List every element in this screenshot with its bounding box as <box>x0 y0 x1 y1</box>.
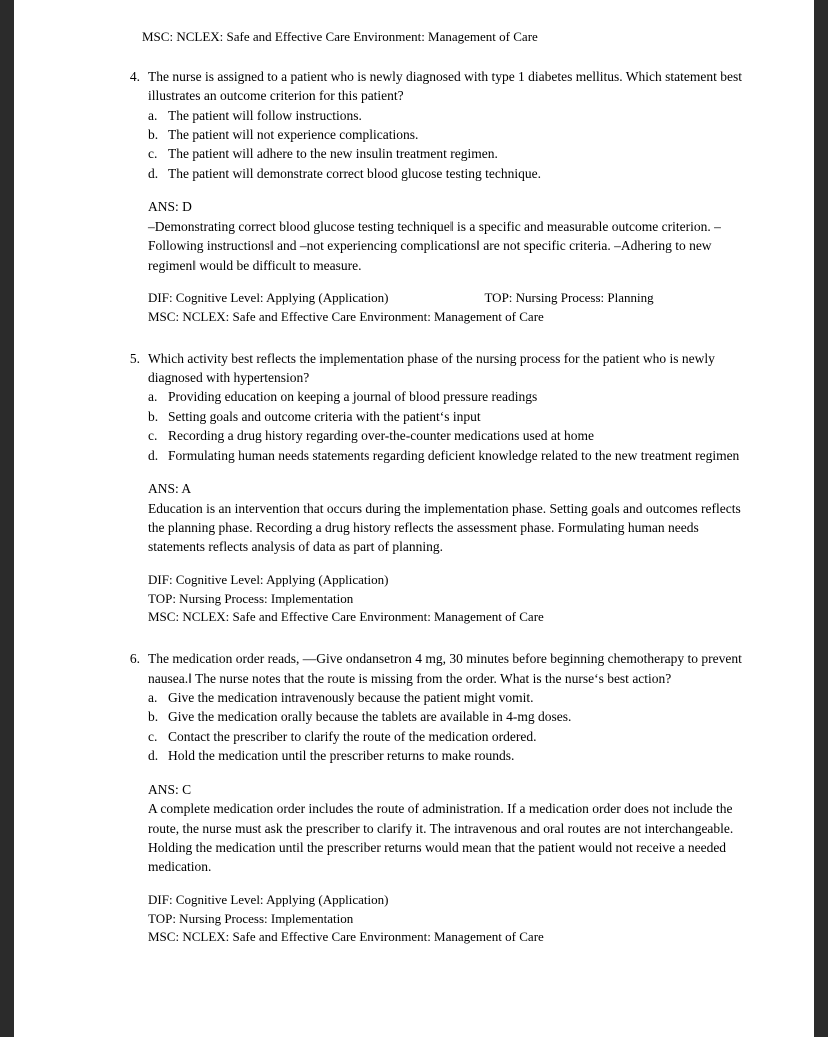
choice-letter: c. <box>148 146 158 162</box>
meta-row-dif <box>148 891 754 910</box>
choice-letter: c. <box>148 728 158 744</box>
choice-text: The patient will demonstrate correct blood glucose testing technique. <box>168 165 542 181</box>
answer-line: ANS: A <box>148 481 192 497</box>
choice-list <box>148 387 754 465</box>
question-heading <box>114 349 754 388</box>
list-item <box>148 164 754 183</box>
question-block <box>114 649 754 947</box>
question-stem: Which activity best reflects the implementation phase of the nursing process for the patient who is newly diagnosed with hypertension? <box>148 350 715 385</box>
meta-row-msc <box>148 928 754 947</box>
list-item <box>148 407 754 426</box>
question-number: 4. <box>129 68 140 84</box>
choice-letter: a. <box>148 689 158 705</box>
choice-list <box>148 106 754 184</box>
list-item <box>148 125 754 144</box>
choice-text: Recording a drug history regarding over-the-counter medications used at home <box>168 428 594 444</box>
question-metadata <box>148 571 754 627</box>
meta-row-msc <box>148 308 754 327</box>
dif-line: DIF: Cognitive Level: Applying (Application) <box>148 571 389 587</box>
question-stem: The medication order reads, ―Give ondansetron 4 mg, 30 minutes before beginning chemotherapy to prevent nausea.‖ The nurse notes that the route is missing from the order. What is the nurse‘s best action? <box>148 651 742 686</box>
choice-list <box>148 688 754 766</box>
msc-line: MSC: NCLEX: Safe and Effective Care Environment: Management of Care <box>148 308 544 324</box>
choice-letter: a. <box>148 107 158 123</box>
choice-text: The patient will follow instructions. <box>168 107 362 123</box>
question-number: 5. <box>129 350 140 366</box>
choice-letter: d. <box>148 748 159 764</box>
choice-letter: b. <box>148 408 159 424</box>
choice-text: Setting goals and outcome criteria with the patient‘s input <box>168 408 481 424</box>
choice-text: Contact the prescriber to clarify the route of the medication ordered. <box>168 728 537 744</box>
meta-row-top <box>148 590 754 609</box>
list-item <box>148 387 754 406</box>
document-page <box>14 0 814 1037</box>
choice-text: Formulating human needs statements regarding deficient knowledge related to the new treatment regimen <box>168 447 740 463</box>
rationale-text: Education is an intervention that occurs during the implementation phase. Setting goals and outcomes reflects the planning phase. Recording a drug history reflects the assessment phase. Formulating human needs statements reflects analysis of data as part of planning. <box>148 500 741 555</box>
choice-letter: c. <box>148 428 158 444</box>
choice-letter: a. <box>148 389 158 405</box>
top-line: TOP: Nursing Process: Implementation <box>148 910 354 926</box>
question-block <box>114 349 754 628</box>
choice-text: Hold the medication until the prescriber returns to make rounds. <box>168 748 515 764</box>
page-content <box>114 28 754 969</box>
list-item <box>148 707 754 726</box>
choice-text: Providing education on keeping a journal of blood pressure readings <box>168 389 538 405</box>
meta-row-dif-top <box>148 289 754 308</box>
question-metadata <box>148 289 754 326</box>
meta-row-msc <box>148 608 754 627</box>
meta-row-top <box>148 910 754 929</box>
question-heading <box>114 67 754 106</box>
choice-text: Give the medication orally because the tablets are available in 4-mg doses. <box>168 709 572 725</box>
rationale-text: –Demonstrating correct blood glucose testing technique‖ is a specific and measurable outcome criterion. –Following instructions‖ and –not experiencing complications‖ are not specific criteria. –Adhering to new regimen‖ would be difficult to measure. <box>148 218 721 273</box>
top-line: TOP: Nursing Process: Planning <box>484 290 654 306</box>
top-msc-line: MSC: NCLEX: Safe and Effective Care Environment: Management of Care <box>142 29 538 44</box>
question-metadata <box>148 891 754 947</box>
choice-text: Give the medication intravenously because the patient might vomit. <box>168 689 534 705</box>
msc-line: MSC: NCLEX: Safe and Effective Care Environment: Management of Care <box>148 609 544 625</box>
list-item <box>148 746 754 765</box>
meta-row-dif <box>148 571 754 590</box>
msc-line: MSC: NCLEX: Safe and Effective Care Environment: Management of Care <box>148 929 544 945</box>
list-item <box>148 688 754 707</box>
list-item <box>148 446 754 465</box>
choice-letter: b. <box>148 709 159 725</box>
top-line: TOP: Nursing Process: Implementation <box>148 590 354 606</box>
answer-line: ANS: C <box>148 781 192 797</box>
question-block <box>114 67 754 327</box>
dif-line: DIF: Cognitive Level: Applying (Application) <box>148 891 389 907</box>
question-heading <box>114 649 754 688</box>
list-item <box>148 106 754 125</box>
choice-letter: d. <box>148 165 159 181</box>
list-item <box>148 727 754 746</box>
question-number: 6. <box>129 651 140 667</box>
list-item <box>148 426 754 445</box>
answer-line: ANS: D <box>148 199 192 215</box>
choice-text: The patient will adhere to the new insulin treatment regimen. <box>168 146 498 162</box>
question-stem: The nurse is assigned to a patient who is newly diagnosed with type 1 diabetes mellitus. Which statement best illustrates an outcome criterion for this patient? <box>148 68 743 104</box>
choice-letter: d. <box>148 447 159 463</box>
choice-text: The patient will not experience complications. <box>168 127 419 143</box>
rationale-text: A complete medication order includes the route of administration. If a medication order does not include the route, the nurse must ask the prescriber to clarify it. The intravenous and oral routes are not interchangeable. Holding the medication until the prescriber returns would mean that the patient would not receive a needed medication. <box>148 801 734 875</box>
dif-line: DIF: Cognitive Level: Applying (Application) <box>148 290 389 306</box>
list-item <box>148 144 754 163</box>
choice-letter: b. <box>148 127 159 143</box>
